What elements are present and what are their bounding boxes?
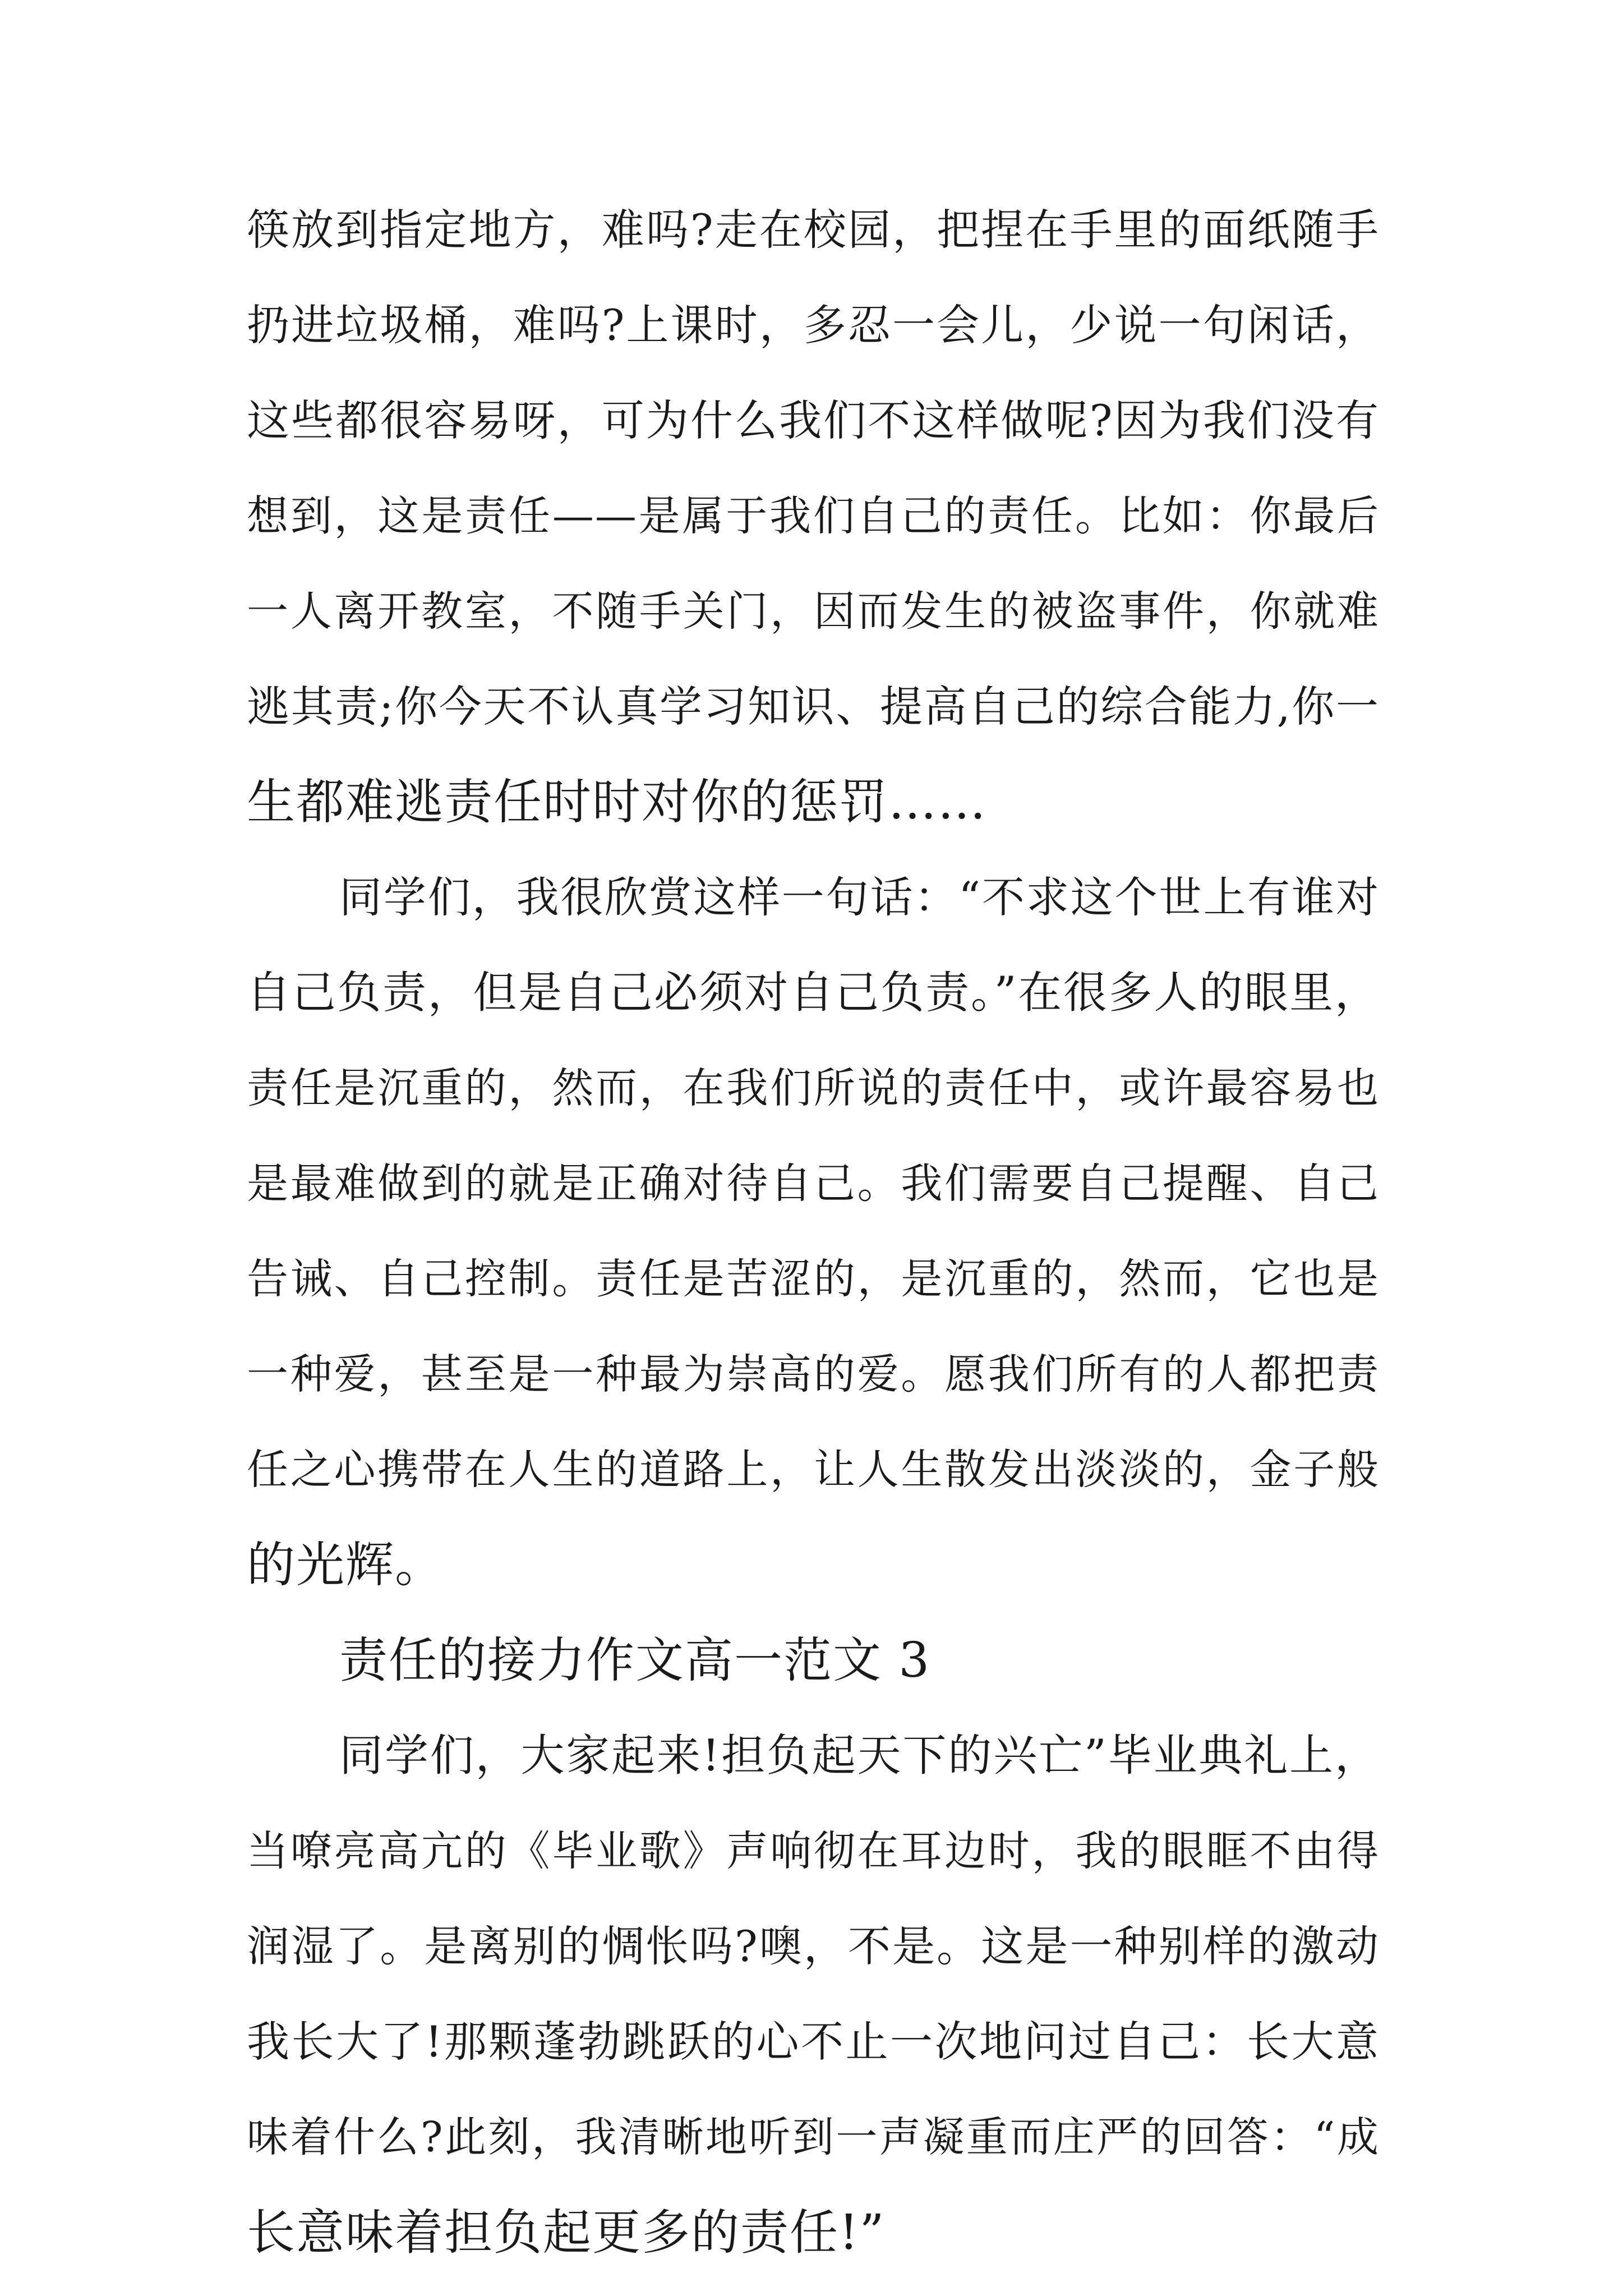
text-line: 一种爱，甚至是一种最为崇高的爱。愿我们所有的人都把责 [247, 1350, 1380, 1398]
text-line: 味着什么?此刻，我清晰地听到一声凝重而庄严的回答：“成 [247, 2113, 1380, 2161]
text-line: 润湿了。是离别的惆怅吗?噢，不是。这是一种别样的激动 [247, 1921, 1380, 1971]
text-line: 这些都很容易呀，可为什么我们不这样做呢?因为我们没有 [247, 395, 1380, 445]
text-line: 一人离开教室，不随手关门，因而发生的被盗事件，你就难 [247, 587, 1380, 636]
text-line: 自己负责，但是自己必须对自己负责。”在很多人的眼里， [247, 968, 1380, 1018]
text-line: 扔进垃圾桶，难吗?上课时，多忍一会儿，少说一句闲话， [247, 300, 1380, 350]
paragraph-first-line: 同学们，我很欣赏这样一句话：“不求这个世上有谁对 [339, 872, 1380, 922]
text-line: 当嘹亮高亢的《毕业歌》声响彻在耳边时，我的眼眶不由得 [247, 1827, 1380, 1875]
text-line: 告诫、自己控制。责任是苦涩的，是沉重的，然而，它也是 [247, 1255, 1380, 1303]
text-line: 我长大了!那颗蓬勃跳跃的心不止一次地问过自己：长大意 [247, 2017, 1380, 2067]
text-line: 长意味着担负起更多的责任!” [247, 2205, 886, 2261]
text-line: 想到，这是责任——是属于我们自己的责任。比如：你最后 [247, 492, 1380, 540]
section-heading: 责任的接力作文高一范文 3 [339, 1632, 931, 1688]
paragraph-first-line: 同学们，大家起来!担负起天下的兴亡”毕业典礼上， [339, 1731, 1380, 1781]
text-line: 任之心携带在人生的道路上，让人生散发出淡淡的，金子般 [247, 1446, 1380, 1494]
text-line: 是最难做到的就是正确对待自己。我们需要自己提醒、自己 [247, 1159, 1380, 1208]
text-line: 责任是沉重的，然而，在我们所说的责任中，或许最容易也 [247, 1064, 1380, 1112]
text-line: 生都难逃责任时时对你的惩罚…… [247, 774, 987, 830]
text-line: 的光辉。 [247, 1537, 444, 1593]
text-line: 逃其责;你今天不认真学习知识、提高自己的综合能力,你一 [247, 682, 1380, 731]
text-line: 筷放到指定地方，难吗?走在校园，把捏在手里的面纸随手 [247, 205, 1380, 255]
